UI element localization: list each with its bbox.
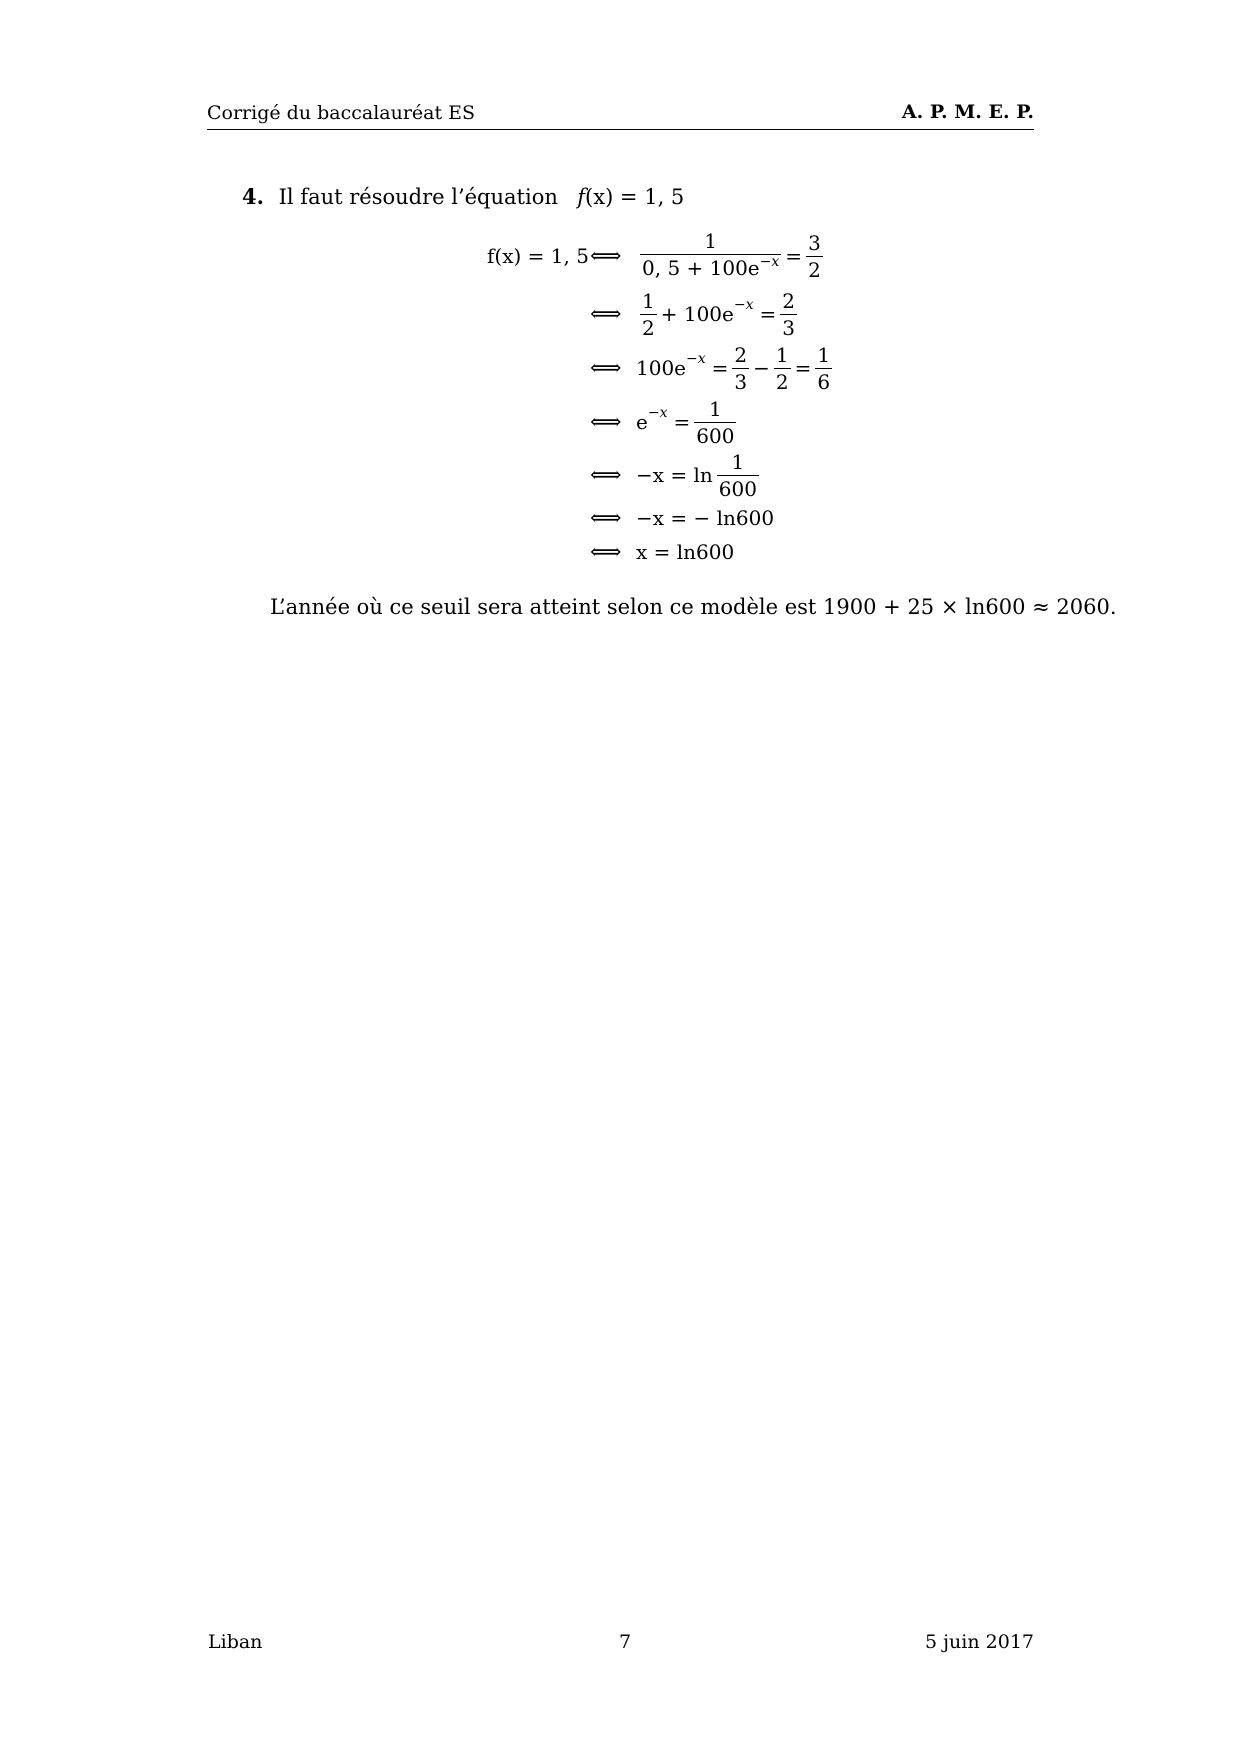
numerator: 1 — [817, 342, 831, 367]
page-header — [207, 100, 1034, 130]
equivalence-symbol: ⟺ — [590, 462, 622, 488]
denominator: 2 — [642, 315, 655, 340]
derivation-rhs-3 — [636, 344, 836, 393]
denominator: 600 — [696, 423, 735, 448]
equals-sign: = — [673, 410, 691, 434]
numerator: 3 — [808, 230, 821, 255]
term: 100e — [636, 356, 687, 380]
equivalence-symbol: ⟺ — [590, 539, 622, 565]
denominator: 2 — [808, 257, 821, 282]
denominator: 0, $5 + 100e^{-x}$ — [642, 254, 780, 280]
footer-date: 5 juin 2017 — [925, 1631, 1034, 1653]
equals-sign: = — [759, 302, 777, 326]
equivalence-symbol: ⟺ — [590, 409, 622, 435]
question-text: Il faut résoudre l’équation — [278, 185, 558, 209]
header-organization: A. P. M. E. P. — [901, 101, 1034, 123]
question-4 — [242, 184, 684, 209]
numerator: 2 — [734, 342, 748, 367]
fraction — [815, 344, 832, 393]
question-function: f — [577, 185, 586, 209]
derivation-rhs-4 — [636, 398, 740, 447]
equivalence-symbol: ⟺ — [590, 301, 622, 327]
fraction — [774, 344, 791, 393]
derivation-rhs-7: x = ln600 — [636, 540, 735, 564]
numerator: 1 — [642, 288, 655, 313]
term: + 100e — [660, 302, 734, 326]
denominator: 600 — [718, 476, 757, 501]
fraction — [640, 290, 657, 339]
minus-sign: − — [753, 356, 770, 380]
fraction — [806, 232, 823, 281]
equals-sign: = — [785, 244, 803, 268]
derivation-rhs-1 — [636, 230, 827, 282]
numerator: 1 — [708, 396, 722, 421]
numerator: 1 — [704, 229, 718, 253]
fraction — [732, 344, 749, 393]
derivation-lhs: f(x) = 1, 5 — [487, 244, 589, 268]
numerator: 1 — [775, 342, 789, 367]
denominator: 2 — [775, 369, 789, 394]
equals-sign: = — [711, 356, 729, 380]
equals-sign: = — [794, 356, 812, 380]
header-title: Corrigé du baccalauréat ES — [207, 102, 476, 124]
numerator: 2 — [782, 288, 795, 313]
exponent: −x — [686, 351, 706, 367]
footer-location: Liban — [208, 1631, 263, 1653]
denominator: 3 — [734, 369, 748, 394]
fraction — [717, 451, 759, 500]
exponent: −x — [647, 405, 668, 421]
equivalence-symbol: ⟺ — [590, 505, 622, 531]
fraction — [640, 230, 781, 282]
equivalence-symbol: ⟺ — [590, 243, 622, 269]
denominator: 3 — [782, 315, 795, 340]
derivation-rhs-2 — [636, 290, 801, 339]
denominator: 6 — [817, 369, 831, 394]
term: −x = ln — [636, 463, 713, 487]
fraction — [694, 398, 736, 447]
fraction — [780, 290, 797, 339]
conclusion-text: L’année où ce seuil sera atteint selon ce modèle est 1900 + 25 × ln600 ≈ 2060. — [270, 595, 1117, 619]
numerator: 1 — [731, 449, 745, 474]
question-equation: (x) = 1, 5 — [585, 185, 685, 209]
footer-page-number: 7 — [619, 1631, 632, 1653]
term: e — [636, 410, 648, 434]
exponent: −x — [733, 297, 754, 313]
question-number: 4. — [242, 184, 264, 209]
derivation-rhs-5 — [636, 451, 763, 500]
equivalence-symbol: ⟺ — [590, 355, 622, 381]
derivation-rhs-6: −x = − ln600 — [636, 506, 775, 530]
